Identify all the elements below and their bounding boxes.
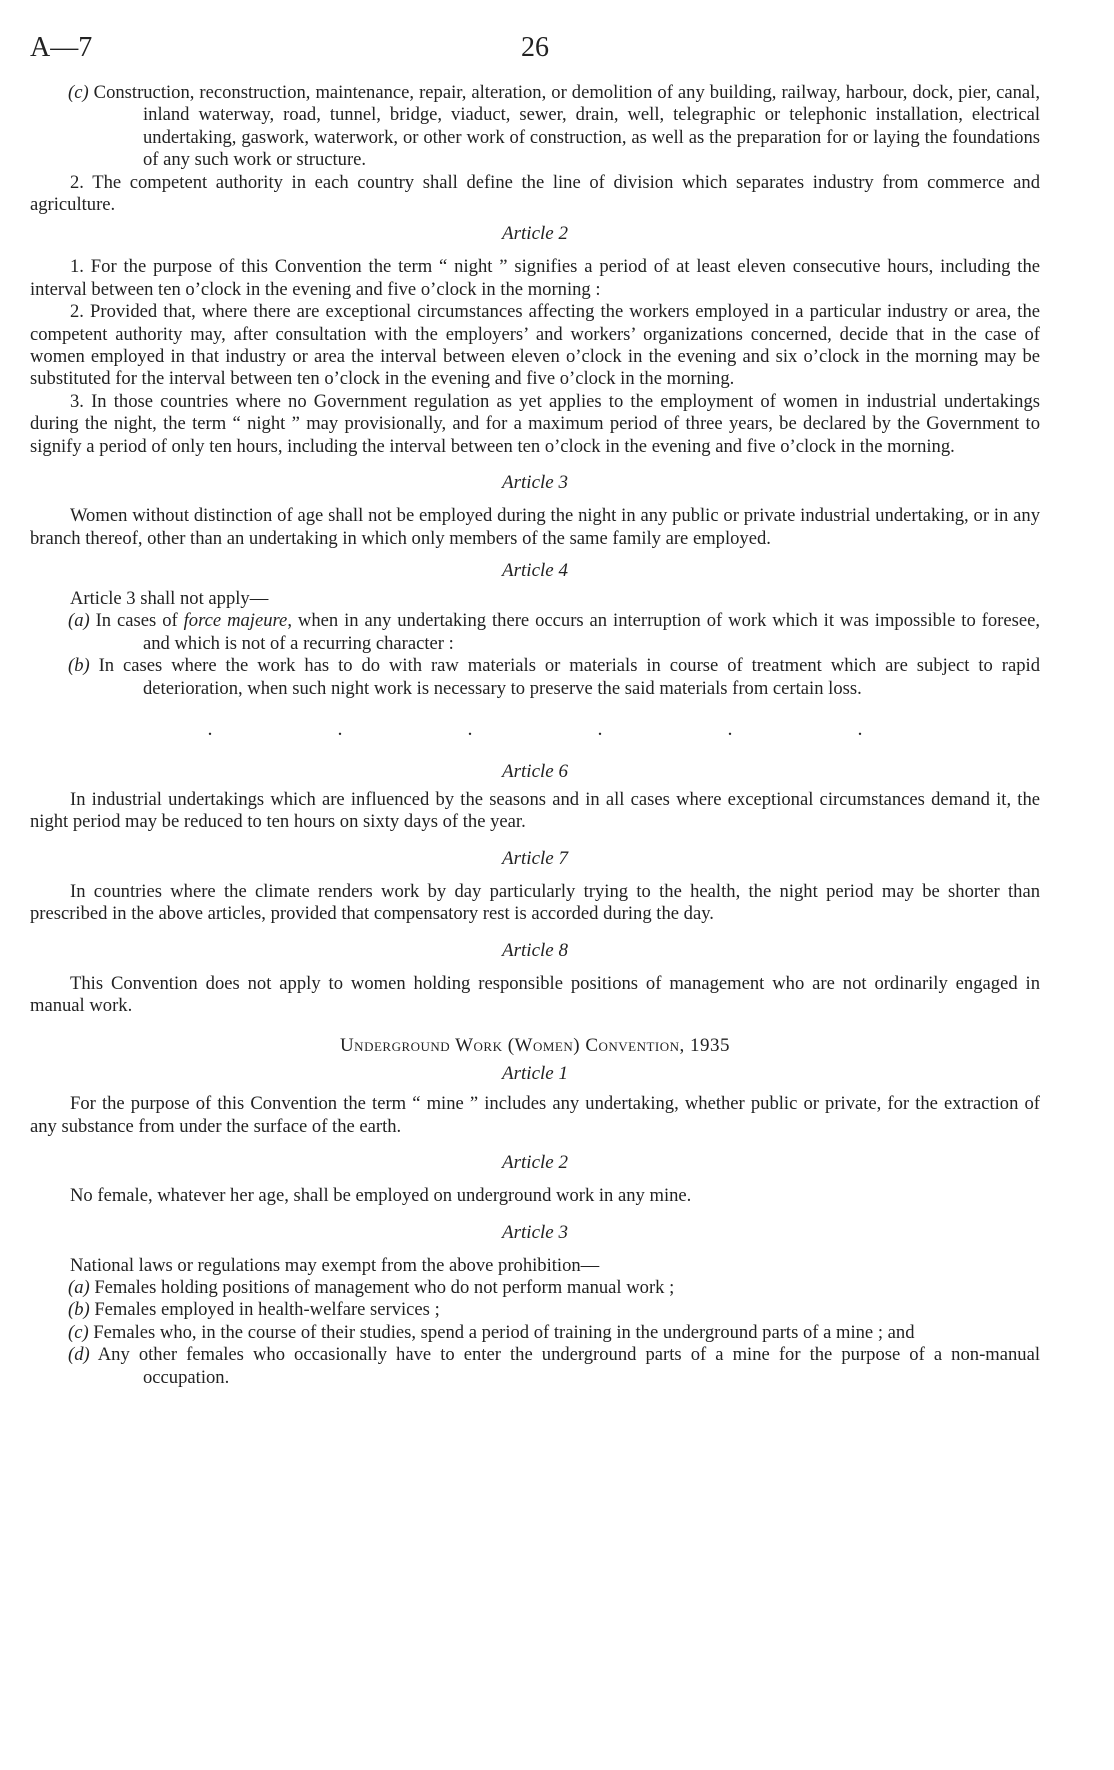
article-7-heading: Article 7 bbox=[502, 847, 568, 869]
ug-item-d-text: Any other females who occasionally have to enter the underground parts of a mine for the purpose of a non-manual occupation. bbox=[89, 1344, 1040, 1388]
page-id: A—7 bbox=[30, 32, 93, 63]
article-3-heading: Article 3 bbox=[502, 472, 568, 494]
omission-dots: . . . . . . bbox=[207, 717, 923, 740]
paragraph-2: 2. The competent authority in each country shall define the line of division which separates industry from commerce and agriculture. bbox=[30, 171, 1040, 216]
convention-title: Underground Work (Women) Convention, 1935 bbox=[339, 1035, 731, 1057]
article-6-text: In industrial undertakings which are influenced by the seasons and in all cases where exceptional circumstances demand it, the night period may be reduced to ten hours on sixty days of the year. bbox=[30, 788, 1040, 833]
clause-c bbox=[30, 82, 1040, 172]
ug-item-b-label: (b) bbox=[68, 1299, 90, 1321]
ug-article-3-heading: Article 3 bbox=[502, 1221, 568, 1243]
article-7-text: In countries where the climate renders work by day particularly trying to the health, the night period may be shorter than prescribed in the above articles, provided that compensatory rest is accorded during the day. bbox=[30, 880, 1040, 925]
article-4-heading: Article 4 bbox=[502, 559, 568, 581]
article-2-p3: 3. In those countries where no Government regulation as yet applies to the employment of women in industrial undertakings during the night, the term “ night ” may provisionally, and for a maximum period of three years, be declared by the Government to signify a period of only ten hours, including the interval between ten o’clock in the evening and five o’clock in the morning. bbox=[30, 390, 1040, 457]
page-header bbox=[30, 32, 1040, 82]
article-4-item-a-pre: In cases of bbox=[89, 610, 184, 632]
article-2-p1: 1. For the purpose of this Convention the term “ night ” signifies a period of at least eleven consecutive hours, including the interval between ten o’clock in the evening and five o’clock in the morning : bbox=[30, 256, 1040, 300]
ug-item-a-label: (a) bbox=[68, 1277, 90, 1298]
article-2-heading: Article 2 bbox=[502, 223, 568, 245]
ug-item-a-text: Females holding positions of management who do not perform manual work ; bbox=[89, 1277, 675, 1298]
article-3-text: Women without distinction of age shall not be employed during the night in any public or private industrial undertaking, or in any branch thereof, other than an undertaking in which only members of the same family are employed. bbox=[30, 505, 1040, 549]
ug-article-1-heading: Article 1 bbox=[502, 1063, 568, 1085]
clause-c-text: Construction, reconstruction, maintenance, repair, alteration, or demolition of any building, railway, harbour, dock, pier, canal, inland waterway, road, tunnel, bridge, viaduct, sewer, drain, well, telegraphic or telephonic installation, electrical undertaking, gaswork, waterwork, or other work of construction, as well as the preparation for or laying the foundations of any such work or structure. bbox=[88, 82, 1040, 171]
article-6-heading: Article 6 bbox=[502, 760, 568, 782]
ug-article-3-intro: National laws or regulations may exempt from the above prohibition— bbox=[70, 1254, 600, 1276]
ug-item-c-label: (c) bbox=[68, 1321, 89, 1343]
article-4-item-a bbox=[30, 610, 1040, 655]
article-4-item-b-text: In cases where the work has to do with raw materials or materials in course of treatment which are subject to rapid deterioration, when such night work is necessary to preserve the said materials from certain loss. bbox=[89, 655, 1040, 699]
article-2-p2: 2. Provided that, where there are exceptional circumstances affecting the workers employed in a particular industry or area, the competent authority may, after consultation with the employers’ and workers’ organizations concerned, decide that in the case of women employed in that industry or area the interval between eleven o’clock in the evening and six o’clock in the morning may be substituted for the interval between ten o’clock in the evening and five o’clock in the morning. bbox=[30, 301, 1040, 390]
ug-article-3-item-b bbox=[30, 1299, 1040, 1321]
ug-article-3-item-c bbox=[30, 1322, 1040, 1344]
article-4-item-b-label: (b) bbox=[68, 655, 90, 677]
ug-item-b-text: Females employed in health-welfare services ; bbox=[89, 1299, 440, 1321]
article-4-item-a-post: , when in any undertaking there occurs an interruption of work which it was impossible to foresee, and which is not of a recurring character : bbox=[143, 610, 1040, 654]
article-4-item-a-label: (a) bbox=[68, 610, 90, 632]
ug-article-3-item-d bbox=[30, 1344, 1040, 1389]
ug-article-1-text: For the purpose of this Convention the term “ mine ” includes any undertaking, whether public or private, for the extraction of any substance from under the surface of the earth. bbox=[30, 1093, 1040, 1137]
ug-item-c-text: Females who, in the course of their studies, spend a period of training in the underground parts of a mine ; and bbox=[88, 1321, 915, 1343]
document-page bbox=[30, 32, 1040, 1389]
ug-article-2-heading: Article 2 bbox=[502, 1152, 568, 1174]
ug-item-d-label: (d) bbox=[68, 1344, 90, 1366]
ug-article-2-text: No female, whatever her age, shall be employed on underground work in any mine. bbox=[70, 1185, 692, 1207]
article-8-text: This Convention does not apply to women holding responsible positions of management who are not ordinarily engaged in manual work. bbox=[30, 972, 1040, 1016]
article-4-item-a-italic: force majeure bbox=[183, 610, 288, 632]
article-4-intro: Article 3 shall not apply— bbox=[70, 587, 269, 609]
article-8-heading: Article 8 bbox=[502, 939, 568, 961]
ug-article-3-item-a bbox=[30, 1277, 1040, 1299]
page-number: 26 bbox=[521, 32, 549, 63]
clause-c-label: (c) bbox=[68, 82, 89, 103]
article-4-item-b bbox=[30, 655, 1040, 700]
